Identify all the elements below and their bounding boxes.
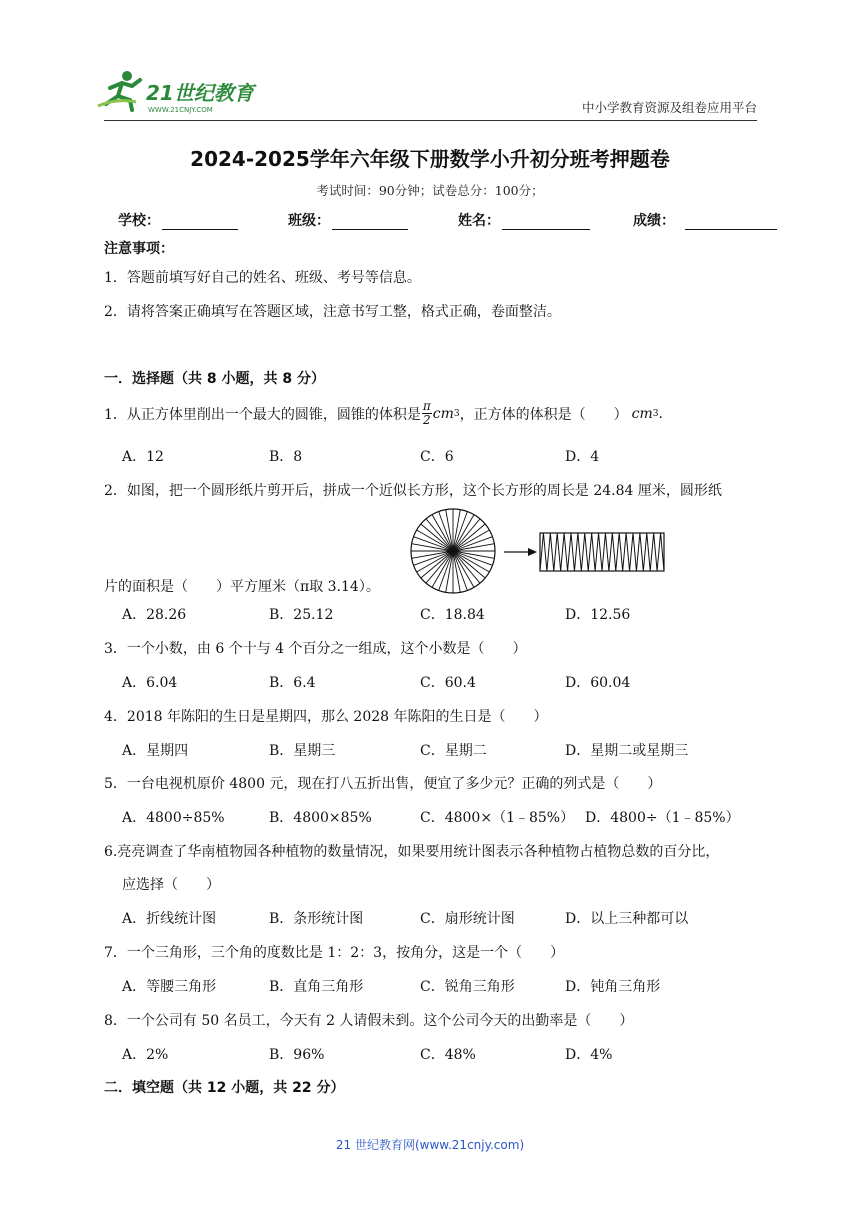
option-a[interactable]: A．12 bbox=[122, 449, 164, 465]
question-text: 1．从正方体里削出一个最大的圆锥，圆锥的体积是 bbox=[104, 406, 421, 423]
option-c[interactable]: C．星期二 bbox=[420, 743, 487, 759]
exam-title: 2024-2025学年六年级下册数学小升初分班考押题卷 bbox=[190, 147, 670, 171]
unit-text: cm bbox=[432, 405, 454, 422]
option-a[interactable]: A．2% bbox=[122, 1047, 169, 1063]
notice-title: 注意事项： bbox=[104, 241, 174, 257]
student-info-row bbox=[118, 210, 777, 230]
question-2-stem-cont: 片的面积是（ ）平方厘米（π取 3.14）。 bbox=[104, 579, 380, 595]
option-b[interactable]: B．8 bbox=[269, 449, 303, 465]
question-6-stem: 6.亮亮调查了华南植物园各种植物的数量情况，如果要用统计图表示各种植物占植物总数的百分比， bbox=[104, 844, 720, 860]
option-d[interactable]: D．以上三种都可以 bbox=[565, 911, 689, 927]
option-d[interactable]: D．60.04 bbox=[565, 675, 631, 691]
option-a[interactable]: A．28.26 bbox=[122, 607, 187, 623]
platform-label: 中小学教育资源及组卷应用平台 bbox=[581, 100, 757, 115]
score-blank[interactable] bbox=[685, 215, 777, 230]
notice-item: 1．答题前填写好自己的姓名、班级、考号等信息。 bbox=[104, 270, 421, 286]
option-c[interactable]: C．48% bbox=[420, 1047, 476, 1063]
question-8-stem: 8．一个公司有 50 名员工，今天有 2 人请假未到。这个公司今天的出勤率是（ ） bbox=[104, 1013, 634, 1029]
option-a[interactable]: A．6.04 bbox=[122, 675, 178, 691]
option-a[interactable]: A．折线统计图 bbox=[122, 911, 217, 927]
option-c[interactable]: C．6 bbox=[420, 449, 454, 465]
question-1-stem: 1．从正方体里削出一个最大的圆锥，圆锥的体积是 $\frac{\pi}{2}$ cm 3 ，正方体的体积是（ ） cm 3 . bbox=[104, 399, 663, 427]
fraction-denominator: 2 bbox=[423, 413, 431, 427]
option-d[interactable]: D．4800÷（1﹣85%） bbox=[585, 810, 740, 826]
school-label: 学校： bbox=[118, 213, 160, 229]
question-2-stem: 2．如图，把一个圆形纸片剪开后，拼成一个近似长方形，这个长方形的周长是 24.84 厘米，圆形纸 bbox=[104, 483, 722, 499]
option-b[interactable]: B．条形统计图 bbox=[269, 911, 364, 927]
question-3-stem: 3．一个小数，由 6 个十与 4 个百分之一组成，这个小数是（ ） bbox=[104, 641, 527, 657]
name-label: 姓名： bbox=[458, 213, 500, 229]
option-c[interactable]: C．扇形统计图 bbox=[420, 911, 515, 927]
question-7-stem: 7．一个三角形，三个角的度数比是 1：2：3，按角分，这是一个（ ） bbox=[104, 945, 565, 961]
question-text: ，正方体的体积是（ ） bbox=[459, 406, 628, 423]
option-d[interactable]: D．星期二或星期三 bbox=[565, 743, 689, 759]
name-blank[interactable] bbox=[502, 215, 590, 230]
score-label: 成绩： bbox=[633, 213, 675, 229]
circle-to-rectangle-figure bbox=[408, 505, 668, 597]
school-blank[interactable] bbox=[162, 215, 238, 230]
notice-item: 2．请将答案正确填写在答题区域，注意书写工整，格式正确，卷面整洁。 bbox=[104, 304, 561, 320]
question-5-stem: 5．一台电视机原价 4800 元，现在打八五折出售，便宜了多少元？正确的列式是（ ） bbox=[104, 776, 662, 792]
fraction bbox=[422, 400, 432, 427]
option-a[interactable]: A．星期四 bbox=[122, 743, 189, 759]
site-logo bbox=[96, 68, 266, 116]
question-6-stem-cont: 应选择（ ） bbox=[122, 877, 220, 893]
option-d[interactable]: D．4% bbox=[565, 1047, 613, 1063]
option-a[interactable]: A．4800÷85% bbox=[122, 810, 225, 826]
question-text: . bbox=[658, 405, 663, 422]
option-b[interactable]: B．4800×85% bbox=[269, 810, 372, 826]
section-title: 一．选择题（共 8 小题，共 8 分） bbox=[104, 371, 325, 387]
logo-text: 21世纪教育 bbox=[146, 81, 254, 105]
fraction-numerator: π bbox=[422, 399, 431, 413]
exam-subtitle: 考试时间：90分钟；试卷总分：100分； bbox=[316, 183, 544, 198]
question-4-stem: 4．2018 年陈阳的生日是星期四，那么 2028 年陈阳的生日是（ ） bbox=[104, 709, 548, 725]
approximate-rectangle-figure bbox=[540, 533, 664, 571]
option-b[interactable]: B．25.12 bbox=[269, 607, 334, 623]
option-b[interactable]: B．6.4 bbox=[269, 675, 316, 691]
option-d[interactable]: D．12.56 bbox=[565, 607, 631, 623]
cut-circle-figure bbox=[411, 509, 495, 593]
zigzag-sectors bbox=[540, 533, 664, 571]
option-c[interactable]: C．18.84 bbox=[420, 607, 485, 623]
footer-link[interactable]: 21 世纪教育网(www.21cnjy.com) bbox=[335, 1138, 525, 1152]
class-label: 班级： bbox=[288, 213, 330, 229]
option-b[interactable]: B．直角三角形 bbox=[269, 979, 364, 995]
header-divider bbox=[104, 120, 757, 121]
option-b[interactable]: B．96% bbox=[269, 1047, 325, 1063]
unit-text: cm bbox=[631, 405, 653, 422]
class-blank[interactable] bbox=[332, 215, 408, 230]
option-d[interactable]: D．钝角三角形 bbox=[565, 979, 661, 995]
option-b[interactable]: B．星期三 bbox=[269, 743, 336, 759]
logo-url: WWW.21CNJY.COM bbox=[148, 106, 213, 114]
section-title: 二．填空题（共 12 小题，共 22 分） bbox=[104, 1080, 345, 1096]
option-c[interactable]: C．4800×（1﹣85%） bbox=[420, 810, 575, 826]
option-a[interactable]: A．等腰三角形 bbox=[122, 979, 217, 995]
option-d[interactable]: D．4 bbox=[565, 449, 600, 465]
arrow-head bbox=[528, 548, 537, 556]
option-c[interactable]: C．锐角三角形 bbox=[420, 979, 515, 995]
option-c[interactable]: C．60.4 bbox=[420, 675, 476, 691]
